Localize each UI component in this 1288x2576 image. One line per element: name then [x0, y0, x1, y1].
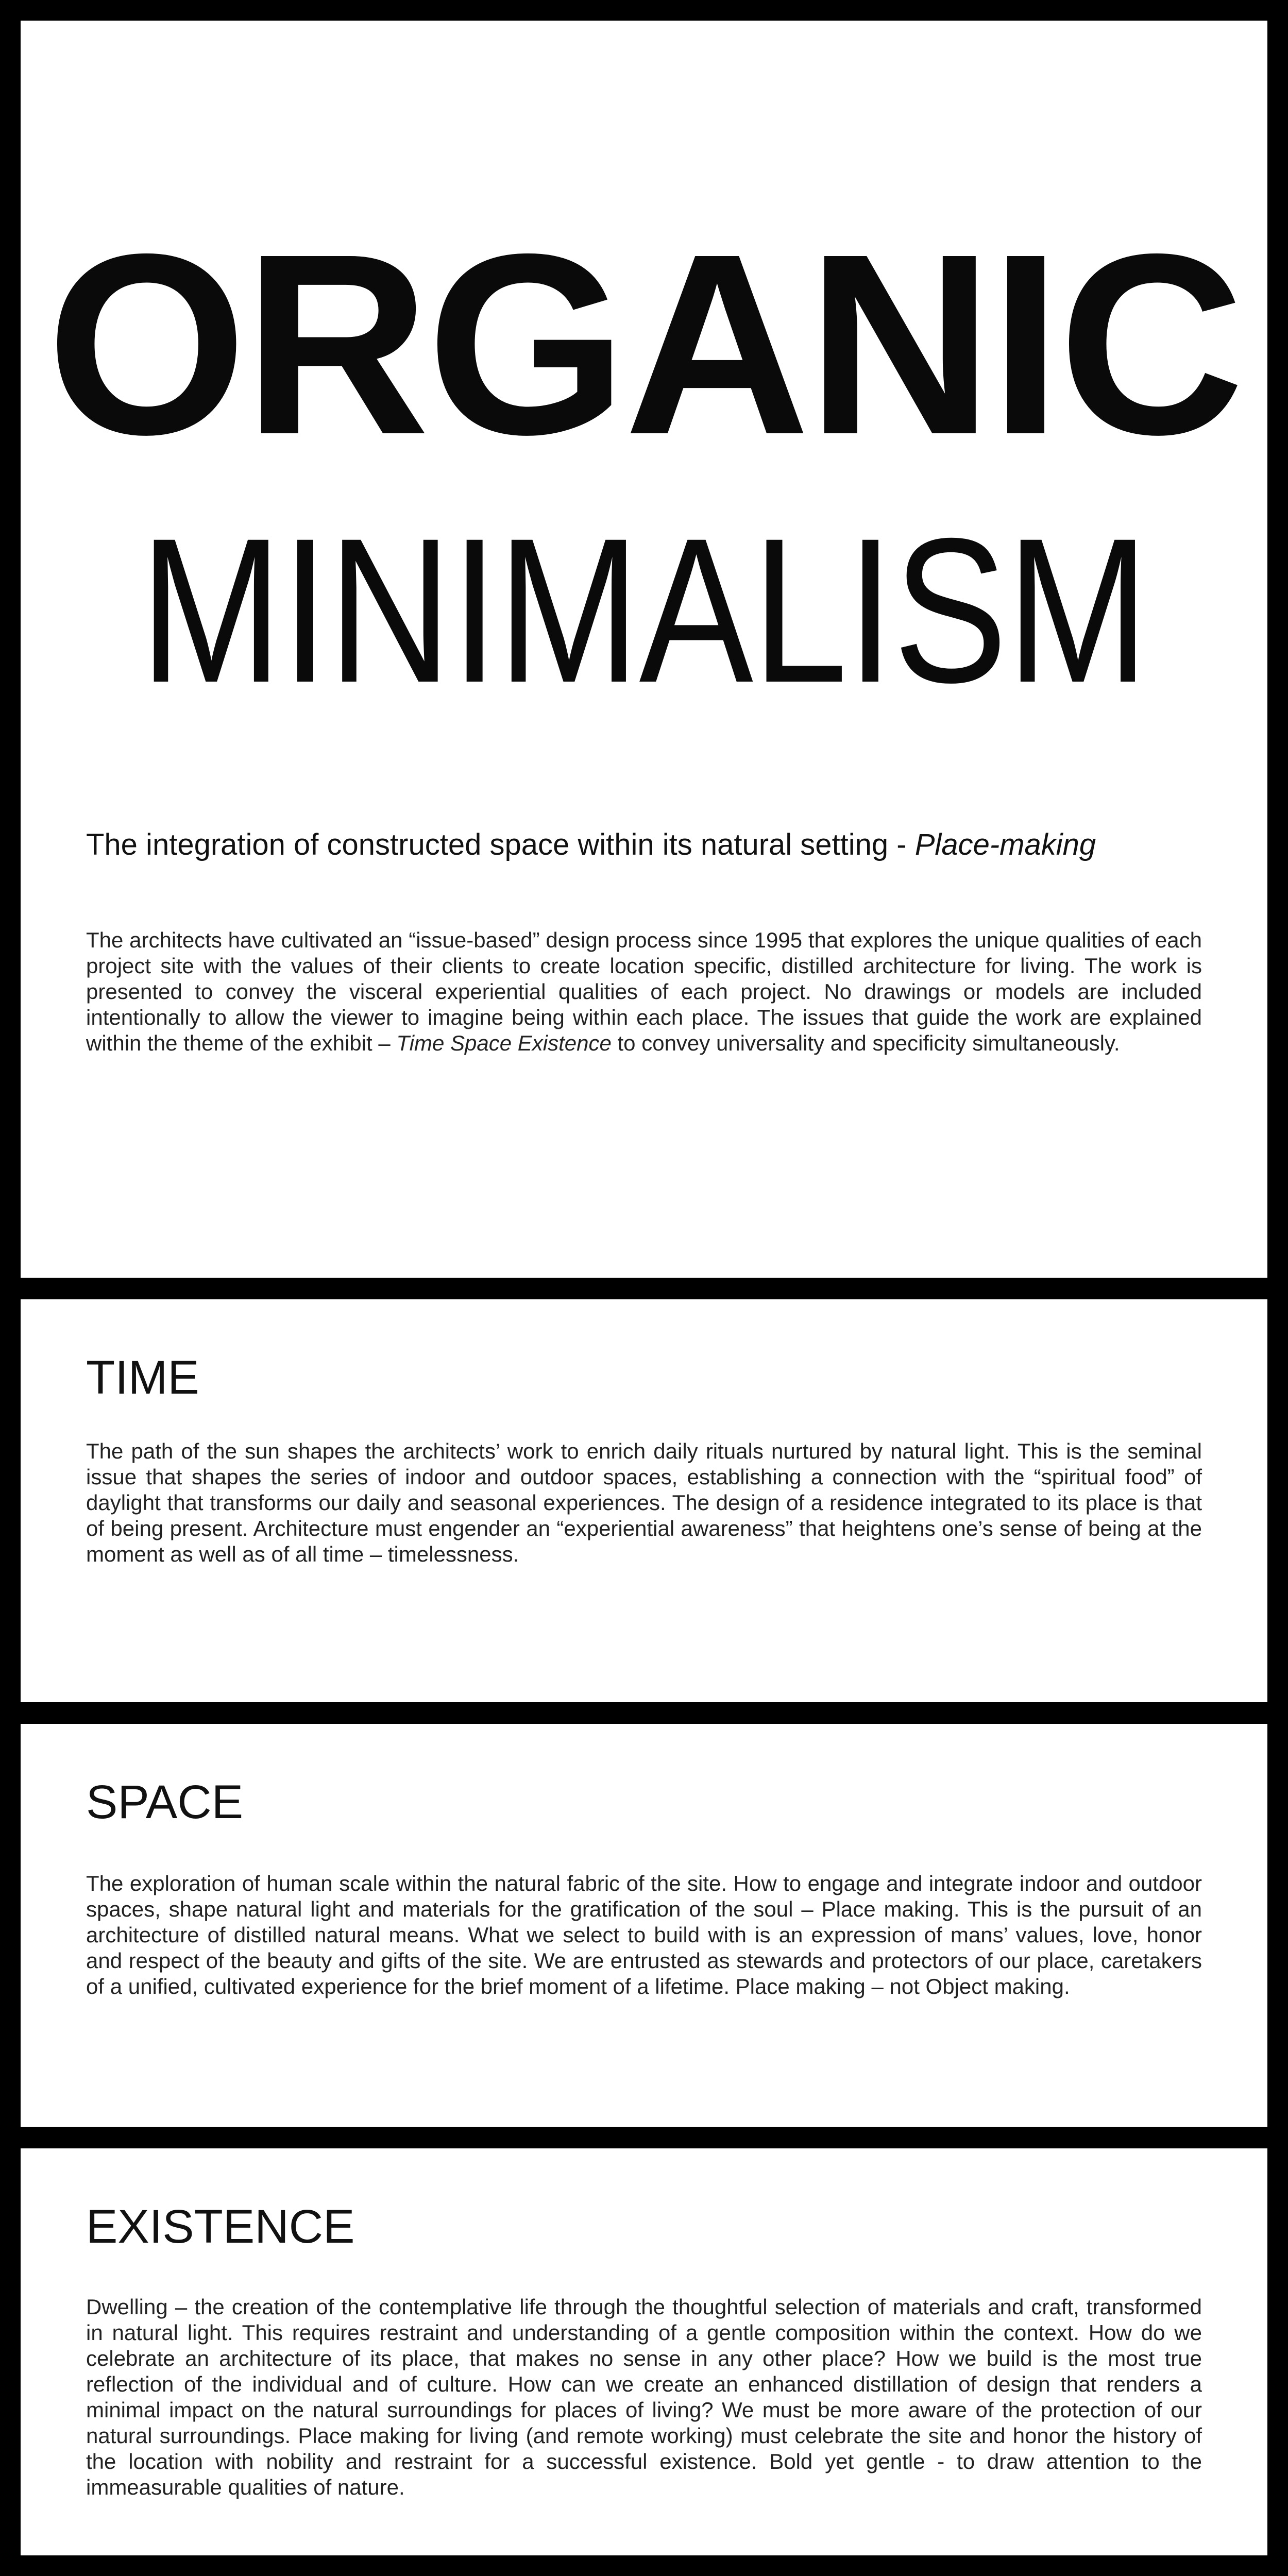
intro-body-italic: Time Space Existence [396, 1031, 612, 1055]
subtitle-italic: Place-making [914, 828, 1096, 861]
space-heading: SPACE [86, 1776, 244, 1828]
intro-body-part1: The architects have cultivated an “issue-based” design process since 1995 that explores the unique qualities of each project site with the values of their clients to create location specific, distilled architecture for living. The work is presented to convey the visceral experiential qualities of each project. No drawings or models are included intentionally to allow the viewer to imagine being within each place. The issues that guide the work are explained within the theme of the exhibit – [86, 928, 1202, 1055]
subtitle-text: The integration of constructed space within its natural setting - [86, 828, 915, 861]
time-body: The path of the sun shapes the architects’ work to enrich daily rituals nurtured by natural light. This is the seminal issue that shapes the series of indoor and outdoor spaces, establishing a connection with the “spiritual food” of daylight that transforms our daily and seasonal experiences. The design of a residence integrated to its place is that of being present. Architecture must engender an “experiential awareness” that heightens one’s sense of being at the moment as well as of all time – timelessness. [86, 1439, 1202, 1566]
space-panel [21, 1724, 1267, 2127]
time-panel [21, 1299, 1267, 1702]
intro-panel [21, 21, 1267, 1278]
title-organic: ORGANIC [46, 200, 1242, 488]
existence-panel [21, 2148, 1267, 2555]
time-heading: TIME [86, 1351, 199, 1404]
intro-body [86, 927, 1202, 1056]
existence-heading: EXISTENCE [86, 2200, 355, 2253]
intro-body-part2: to convey universality and specificity simultaneously. [611, 1031, 1120, 1055]
subtitle [86, 827, 1209, 863]
existence-body: Dwelling – the creation of the contemplative life through the thoughtful selection of materials and craft, transformed in natural light. This requires restraint and understanding of a gentle composition within the context. How do we celebrate an architecture of its place, that makes no sense in any other place? How we build is the most true reflection of the individual and of culture. How can we create an enhanced distillation of design that renders a minimal impact on the natural surroundings for places of living? We must be more aware of the protection of our natural surroundings. Place making for living (and remote working) must celebrate the site and honor the history of the location with nobility and restraint for a successful existence. Bold yet gentle - to draw attention to the immeasurable qualities of nature. [86, 2295, 1202, 2499]
space-body: The exploration of human scale within the natural fabric of the site. How to engage and integrate indoor and outdoor spaces, shape natural light and materials for the gratification of the soul – Place making. This is the pursuit of an architecture of distilled natural means. What we select to build with is an expression of mans’ values, love, honor and respect of the beauty and gifts of the site. We are entrusted as stewards and protectors of our place, caretakers of a unified, cultivated experience for the brief moment of a lifetime. Place making – not Object making. [86, 1871, 1202, 1998]
title-minimalism: MINIMALISM [140, 495, 1148, 725]
